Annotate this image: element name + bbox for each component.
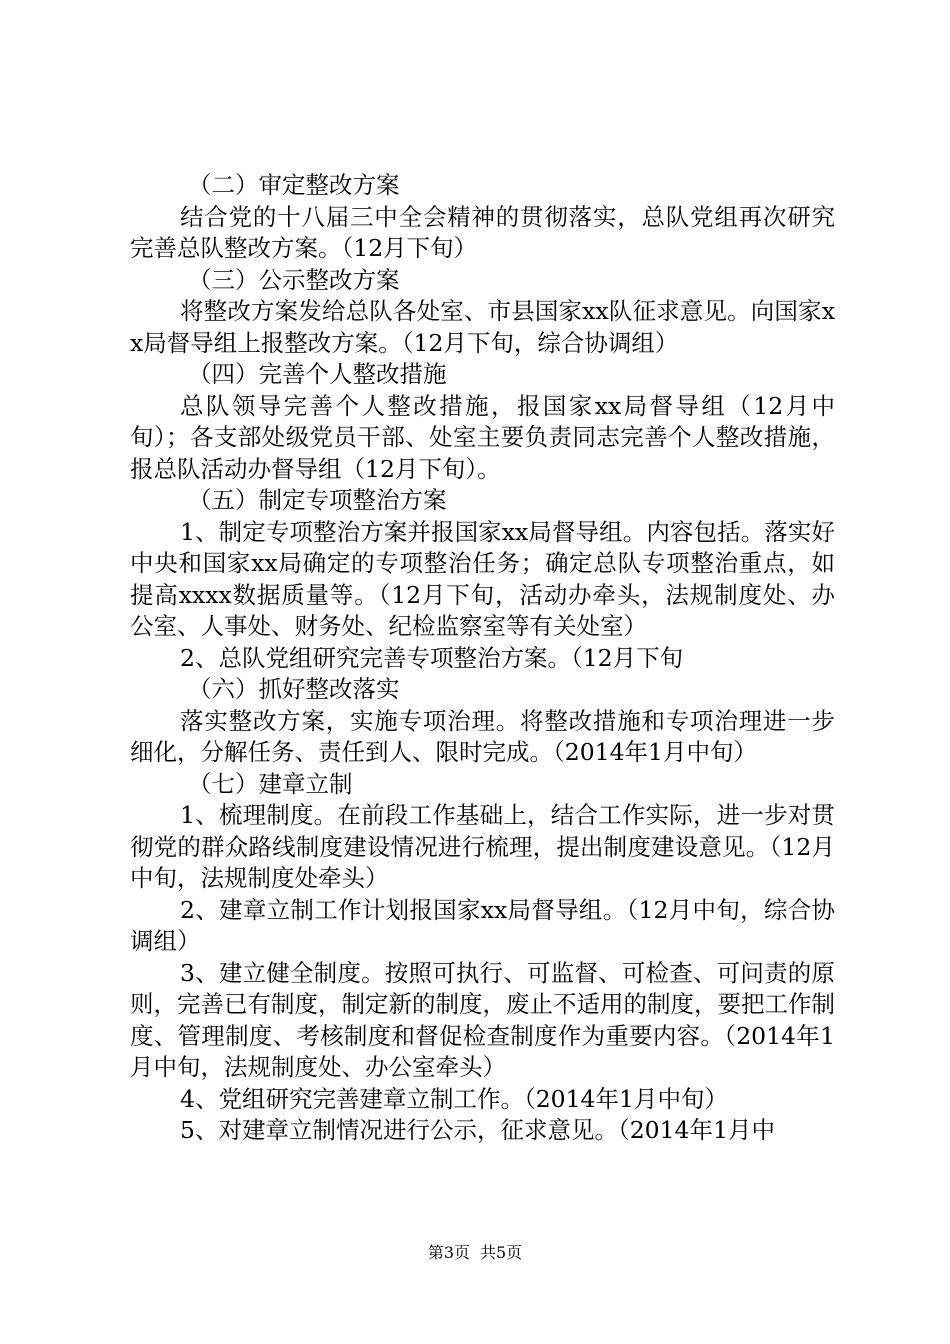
body-paragraph: 结合党的十八届三中全会精神的贯彻落实，总队党组再次研究完善总队整改方案。（12月下旬）: [130, 202, 835, 262]
body-paragraph: 4、党组研究完善建章立制工作。（2014年1月中旬）: [180, 1084, 728, 1113]
section-heading-7: （七）建章立制: [188, 769, 353, 798]
body-paragraph: 落实整改方案，实施专项治理。将整改措施和专项治理进一步细化，分解任务、责任到人、限时完成。（2014年1月中旬）: [130, 706, 835, 766]
document-body: [130, 170, 835, 1147]
body-paragraph: 总队领导完善个人整改措施，报国家xx局督导组（12月中旬）；各支部处级党员干部、处室主要负责同志完善个人整改措施，报总队活动办督导组（12月下旬）。: [130, 391, 835, 483]
section-heading-2: （二）审定整改方案: [188, 171, 400, 199]
body-paragraph: 2、建章立制工作计划报国家xx局督导组。（12月中旬，综合协调组）: [130, 895, 835, 955]
page-number-current: 第3页: [427, 1243, 470, 1262]
page-footer: [0, 1243, 950, 1263]
section-heading-5: （五）制定专项整治方案: [188, 486, 447, 514]
body-paragraph: 1、梳理制度。在前段工作基础上，结合工作实际，进一步对贯彻党的群众路线制度建设情况进行梳理，提出制度建设意见。（12月中旬，法规制度处牵头）: [130, 801, 835, 892]
page-number-total: 共5页: [480, 1243, 523, 1262]
section-heading-4: （四）完善个人整改措施: [188, 360, 447, 388]
body-paragraph: 1、制定专项整治方案并报国家xx局督导组。内容包括。落实好中央和国家xx局确定的专项整治任务；确定总队专项整治重点，如提高xxxx数据质量等。（12月下旬，活动办牵头，法规制度处、办公室、人事处、财务处、纪检监察室等有关处室）: [130, 517, 835, 640]
body-paragraph: 将整改方案发给总队各处室、市县国家xx队征求意见。向国家xx局督导组上报整改方案。（12月下旬，综合协调组）: [130, 297, 835, 357]
section-heading-3: （三）公示整改方案: [188, 265, 400, 294]
body-paragraph: 2、总队党组研究完善专项整治方案。（12月下旬: [180, 643, 684, 672]
section-heading-6: （六）抓好整改落实: [188, 675, 400, 703]
body-paragraph: 5、对建章立制情况进行公示，征求意见。（2014年1月中: [180, 1116, 775, 1144]
body-paragraph: 3、建立健全制度。按照可执行、可监督、可检查、可问责的原则，完善已有制度，制定新的制度，废止不适用的制度，要把工作制度、管理制度、考核制度和督促检查制度作为重要内容。（2014年1月中旬，法规制度处、办公室牵头）: [130, 958, 835, 1081]
